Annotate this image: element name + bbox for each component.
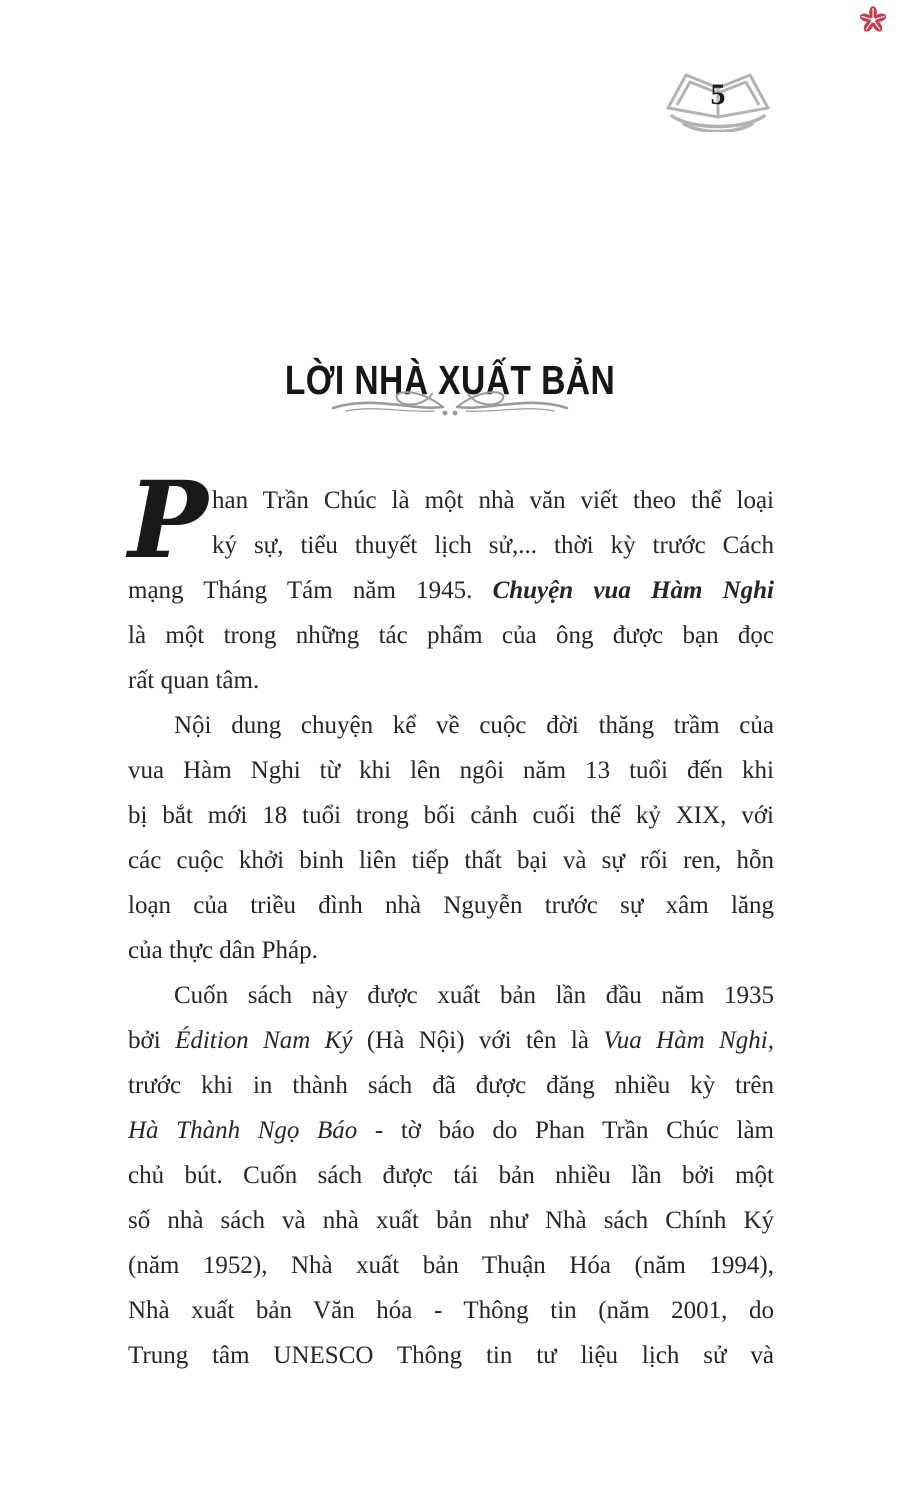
text-line xyxy=(128,1153,774,1198)
text-line xyxy=(212,478,774,523)
body-text xyxy=(128,457,774,1378)
text-line xyxy=(128,973,774,1018)
text-line xyxy=(128,1243,774,1288)
flourish-icon xyxy=(325,384,575,424)
text-segment: chủ bút. Cuốn sách được tái bản nhiều lần bởi một xyxy=(128,1162,774,1189)
text-segment: bị bắt mới 18 tuổi trong bối cảnh cuối thế kỷ XIX, với xyxy=(128,802,774,829)
text-segment: Cuốn sách này được xuất bản lần đầu năm 1935 xyxy=(174,982,774,1009)
text-line xyxy=(128,748,774,793)
text-line xyxy=(128,1063,774,1108)
emphasized-text: Chuyện vua Hàm Nghi xyxy=(492,577,774,604)
text-line xyxy=(128,1018,774,1063)
text-line xyxy=(128,883,774,928)
text-segment: Trung tâm UNESCO Thông tin tư liệu lịch sử và xyxy=(128,1342,774,1369)
text-line xyxy=(128,928,774,973)
text-segment: Nhà xuất bản Văn hóa - Thông tin (năm 2001, do xyxy=(128,1297,774,1324)
text-segment: (Hà Nội) với tên là xyxy=(352,1027,604,1054)
text-segment: Nội dung chuyện kể về cuộc đời thăng trầm của xyxy=(174,712,774,739)
flower-icon xyxy=(860,6,886,34)
text-segment: vua Hàm Nghi từ khi lên ngôi năm 13 tuổi đến khi xyxy=(128,757,774,784)
text-segment: (năm 1952), Nhà xuất bản Thuận Hóa (năm 1994), xyxy=(128,1252,774,1279)
text-segment: rất quan tâm. xyxy=(128,667,260,694)
text-line xyxy=(128,613,774,658)
emphasized-text: Vua Hàm Nghi, xyxy=(603,1027,774,1054)
text-segment: bởi xyxy=(128,1027,176,1054)
text-segment: loạn của triều đình nhà Nguyễn trước sự xâm lăng xyxy=(128,892,774,919)
text-segment: các cuộc khởi binh liên tiếp thất bại và sự rối ren, hỗn xyxy=(128,847,774,874)
text-segment: của thực dân Pháp. xyxy=(128,937,318,964)
text-line xyxy=(212,523,774,568)
drop-cap: P xyxy=(128,457,208,582)
text-line xyxy=(128,838,774,883)
paragraph xyxy=(128,973,774,1378)
text-line xyxy=(128,1108,774,1153)
emphasized-text: Édition Nam Ký xyxy=(175,1027,353,1054)
text-line xyxy=(128,1198,774,1243)
text-segment: - tờ báo do Phan Trần Chúc làm xyxy=(357,1117,774,1144)
text-segment: mạng Tháng Tám năm 1945. xyxy=(128,577,493,604)
text-segment: số nhà sách và nhà xuất bản như Nhà sách Chính Ký xyxy=(128,1207,774,1234)
paragraph xyxy=(128,457,774,703)
emphasized-text: Hà Thành Ngọ Báo xyxy=(128,1117,358,1144)
text-line xyxy=(128,1333,774,1378)
page-number-badge xyxy=(660,68,776,134)
paragraph xyxy=(128,703,774,973)
text-line xyxy=(128,1288,774,1333)
text-line xyxy=(128,658,774,703)
text-segment: han Trần Chúc là một nhà văn viết theo thể loại xyxy=(212,487,774,514)
page-number: 5 xyxy=(710,78,726,111)
text-line xyxy=(128,568,774,613)
text-segment: ký sự, tiểu thuyết lịch sử,... thời kỳ trước Cách xyxy=(212,532,774,559)
page-title: LỜI NHÀ XUẤT BẢN xyxy=(284,357,616,404)
text-segment: trước khi in thành sách đã được đăng nhiều kỳ trên xyxy=(128,1072,774,1099)
text-line xyxy=(128,793,774,838)
text-segment: là một trong những tác phẩm của ông được bạn đọc xyxy=(128,622,774,649)
text-line xyxy=(128,703,774,748)
